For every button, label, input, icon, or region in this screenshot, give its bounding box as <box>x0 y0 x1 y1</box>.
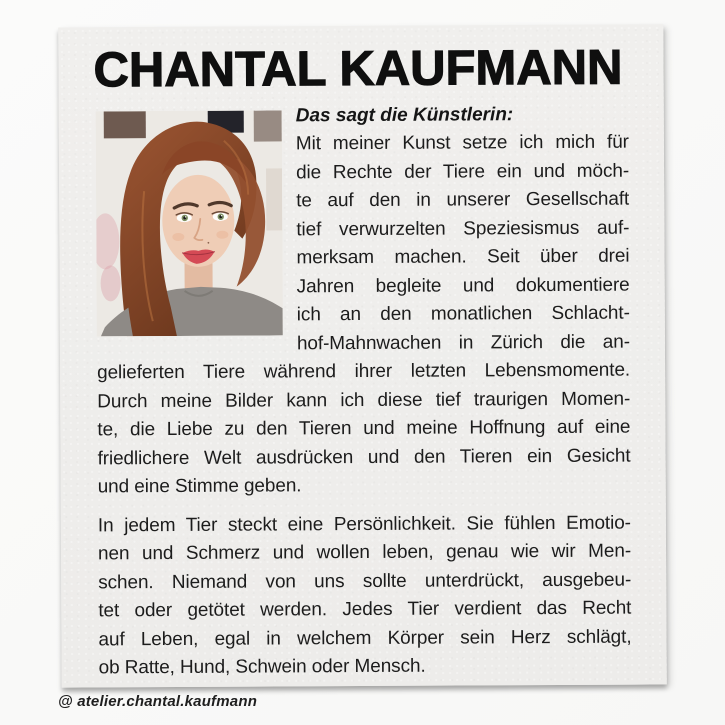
wall-artwork-left <box>104 111 146 138</box>
text-line: friedlichere Welt ausdrücken und den Tieren ein Gesicht <box>97 445 631 470</box>
intro-text-column <box>296 101 630 359</box>
text-line: te, die Liebe zu den Tieren und meine Hoffnung auf eine <box>97 417 631 441</box>
beauty-mark <box>208 242 210 244</box>
lead-in-heading: Das sagt die Künstlerin: <box>295 104 514 127</box>
intro-section <box>96 101 630 360</box>
text-line: Durch meine Bilder kann ich diese tief traurigen Momen- <box>97 388 631 413</box>
wall-artwork-right <box>254 110 282 141</box>
text-line: die Rechte der Tiere ein und möch- <box>295 160 630 184</box>
instagram-handle[interactable]: @ atelier.chantal.kaufmann <box>58 693 258 710</box>
portrait-illustration <box>96 110 283 336</box>
text-line: te auf den in unserer Gesellschaft <box>296 189 630 212</box>
text-line: ob Ratte, Hund, Schwein oder Mensch. <box>98 656 426 679</box>
artist-portrait-photo <box>96 110 283 336</box>
text-line: In jedem Tier steckt eine Persönlichkeit. Sie fühlen Emotio- <box>97 512 631 537</box>
text-line: hof-Mahnwachen in Zürich die an- <box>296 331 630 355</box>
text-line: auf Leben, egal in welchem Körper sein Herz schlägt, <box>98 626 632 651</box>
text-line: schen. Niemand von uns sollte unterdrückt, ausgebeu- <box>98 569 632 594</box>
intro-paragraph <box>296 129 630 359</box>
text-line: nen und Schmerz und wollen leben, genau wie wir Men- <box>97 541 632 565</box>
paragraph-1-continued <box>97 357 631 502</box>
text-line: und eine Stimme geben. <box>97 475 302 498</box>
text-line: ich an den monatlichen Schlacht- <box>296 303 630 326</box>
paragraph-2 <box>98 510 632 684</box>
artist-card <box>58 24 666 687</box>
text-line: tief verwurzelten Speziesismus auf- <box>296 217 630 241</box>
text-line: tet oder getötet werden. Jedes Tier verdient das Recht <box>98 598 632 622</box>
text-line: Jahren begleite und dokumentiere <box>296 274 630 298</box>
text-line: gelieferten Tiere während ihrer letzten Lebensmomente. <box>97 360 631 384</box>
text-line: merksam machen. Seit über drei <box>296 246 630 269</box>
text-line: Mit meiner Kunst setze ich mich für <box>295 132 629 155</box>
artist-name-title: CHANTAL KAUFMANN <box>93 40 623 98</box>
